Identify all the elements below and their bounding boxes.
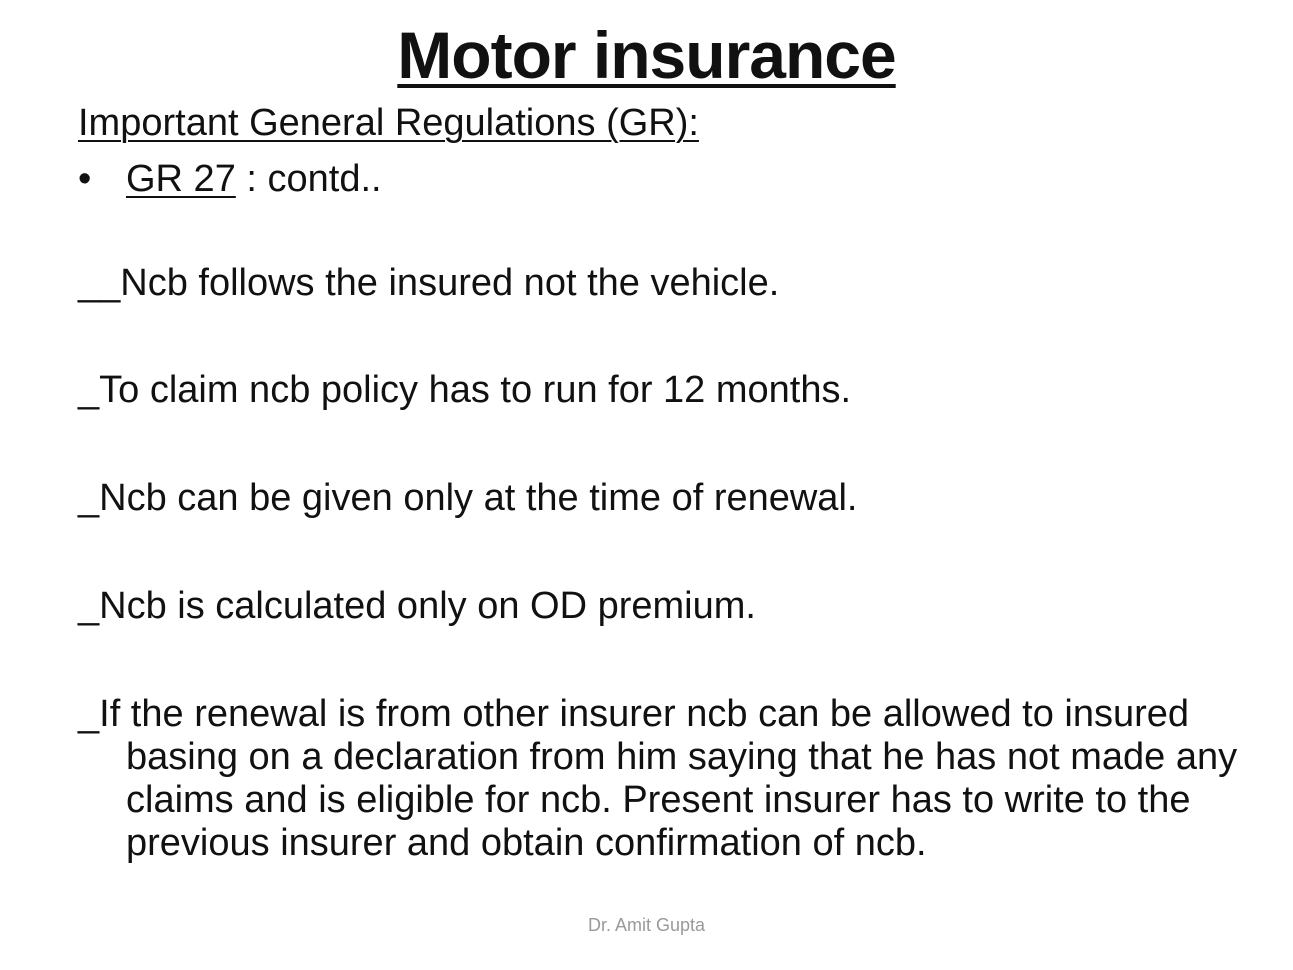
section-heading: Important General Regulations (GR): bbox=[78, 102, 699, 144]
rule-point: _If the renewal is from other insurer ncb can be allowed to insured basing on a declaration from him saying that he has not made any claims and is eligible for ncb. Present insurer has to write to the previous insurer and obtain confirmation of ncb. bbox=[78, 693, 1238, 864]
rule-point: __Ncb follows the insured not the vehicle. bbox=[78, 262, 780, 304]
gr-reference: GR 27 bbox=[126, 158, 236, 200]
slide-title-text: Motor insurance bbox=[397, 18, 896, 92]
bullet-marker: • bbox=[78, 158, 92, 200]
rule-point: _Ncb is calculated only on OD premium. bbox=[78, 585, 756, 627]
rule-point: _To claim ncb policy has to run for 12 months. bbox=[78, 369, 852, 411]
footer-author: Dr. Amit Gupta bbox=[587, 915, 706, 935]
slide-title bbox=[0, 14, 1293, 96]
gr-suffix: : contd.. bbox=[235, 158, 382, 200]
bullet-item bbox=[78, 154, 382, 204]
rule-point: _Ncb can be given only at the time of renewal. bbox=[78, 477, 858, 519]
